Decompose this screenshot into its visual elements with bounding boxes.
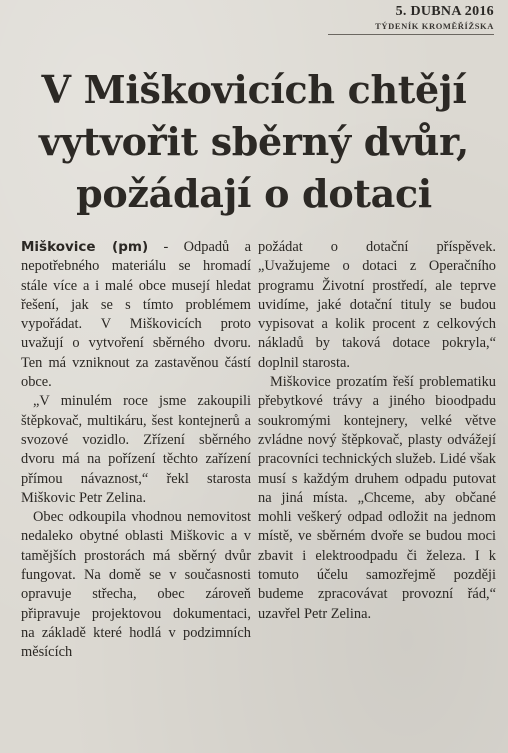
masthead-rule (328, 34, 494, 35)
article-paragraph: požádat o dotační příspěvek. „Uvažujeme o dotaci z Operačního programu Životní prostředí, ale teprve uvidíme, jaké dotační tituly se budou vypisovat a kolik procent z celkových nákladů by taková dotace pokryla,“ doplnil starosta. (258, 239, 496, 371)
article-headline (10, 64, 498, 220)
headline-line-2: vytvořit sběrný dvůr, (39, 119, 469, 164)
issue-date: 5. DUBNA 2016 (395, 4, 494, 19)
article-paragraph: Miškovice prozatím řeší problematiku přebytkové trávy a jiného bioodpadu soukromými kontejnery, velké větve zvládne nový štěpkovač, plasty odvážejí pracovníci technických služeb. Lidé však musí s každým druhem odpadu putovat na jiná místa. „Chceme, aby občané mohli veškerý odpad odložit na jednom místě, ve sběrném dvoře se budou moci zbavit i elektroodpadu či železa. I k tomuto účelu samozřejmě později budeme zpracovávat provozní řád,“ uzavřel Petr Zelina. (258, 374, 496, 622)
newspaper-name: TÝDENÍK KROMĚŘÍŽSKA (375, 21, 494, 31)
bleed-through-text (0, 92, 4, 130)
masthead (375, 4, 494, 32)
article-column-right (258, 238, 496, 624)
article-column-left (21, 238, 251, 663)
headline-line-3: požádají o dotaci (76, 171, 432, 216)
paragraph-text: - Odpadů a nepotřebného materiálu se hromadí stále více a i malé obce musejí hledat řešení, jak se s tímto problémem vypořádat. V Miškovicích proto uvažují o vytvoření sběrného dvoru. Ten má vzniknout za zastavěnou částí obce. (21, 239, 251, 391)
article-paragraph: „V minulém roce jsme zakoupili štěpkovač, multikáru, šest kontejnerů a svozové vozidlo. Zřízení sběrného dvoru má na pořízení těchto zařízení přímou návaznost,“ řekl starosta Miškovic Petr Zelina. (21, 393, 251, 506)
article-dateline: Miškovice (pm) (21, 239, 149, 255)
article-paragraph (21, 238, 251, 392)
article-paragraph: Obec odkoupila vhodnou nemovitost nedaleko obytné oblasti Miškovic a v tamějších prostorách má sběrný dvůr fungovat. Na domě se v současnosti opravuje střecha, obec zároveň připravuje projektovou dokumentaci, na základě které hodlá v podzimních měsících (21, 509, 251, 661)
headline-line-1: V Miškovicích chtějí (41, 67, 467, 112)
